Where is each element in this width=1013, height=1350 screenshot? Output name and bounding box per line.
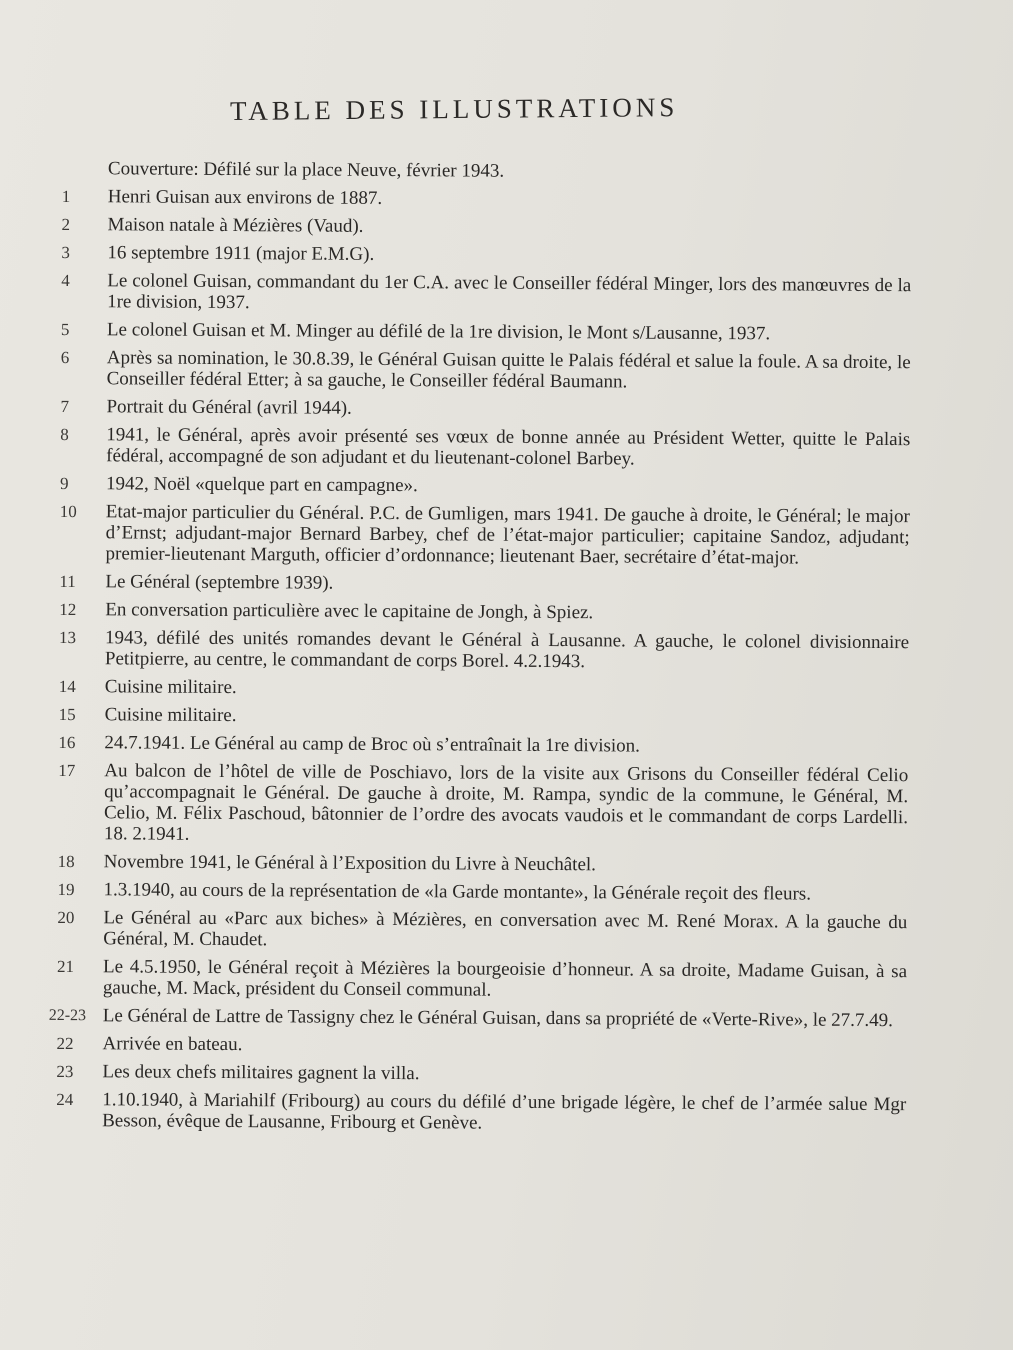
entry-number: 15 (58, 704, 76, 725)
entry-caption: 24.7.1941. Le Général au camp de Broc où s’entraînait la 1re division. (104, 732, 641, 757)
entry-caption: 1941, le Général, après avoir présenté ses vœux de bonne année au Président Wetter, quitte le Palais fédéral, accompagné de son adjudant et du lieutenant-colonel Barbey. (106, 424, 911, 470)
entry-number: 2 (61, 214, 71, 235)
entry-number: 24 (56, 1089, 74, 1110)
list-item (59, 704, 909, 730)
page-title: TABLE DES ILLUSTRATIONS (229, 92, 679, 126)
list-item (60, 424, 910, 471)
cover-entry (62, 158, 912, 184)
list-item (60, 473, 910, 499)
list-item (57, 907, 907, 954)
entry-caption: Le Général (septembre 1939). (105, 571, 334, 594)
entry-number: 16 (58, 732, 76, 753)
list-item (61, 347, 911, 394)
entry-caption: Le Général au «Parc aux biches» à Mézières, en conversation avec M. René Morax. A la gauche du Général, M. Chaudet. (103, 907, 908, 951)
entry-number: 5 (60, 319, 70, 340)
entry-caption: Maison natale à Mézières (Vaud). (107, 214, 364, 237)
entry-caption: Le Général de Lattre de Tassigny chez le Général Guisan, dans sa propriété de «Verte-Rive», le 27.7.49. (102, 1005, 894, 1032)
list-item (57, 1033, 907, 1059)
entry-caption: Arrivée en bateau. (102, 1033, 243, 1056)
list-item (62, 186, 912, 212)
entry-number: 22-23 (48, 1006, 87, 1025)
list-item (59, 599, 909, 625)
entry-caption: Les deux chefs militaires gagnent la villa. (102, 1061, 420, 1085)
entry-caption: Henri Guisan aux environs de 1887. (107, 186, 383, 209)
entry-caption: Cuisine militaire. (104, 676, 237, 699)
entry-number: 11 (59, 571, 76, 592)
entry-caption: Novembre 1941, le Général à l’Exposition du Livre à Neuchâtel. (103, 851, 597, 876)
entry-caption: En conversation particulière avec le capitaine de Jongh, à Spiez. (105, 599, 594, 624)
list-item (61, 242, 911, 268)
list-item (56, 1089, 906, 1136)
entry-caption: Le colonel Guisan et M. Minger au défilé de la 1re division, le Mont s/Lausanne, 1937. (106, 319, 771, 345)
entry-number: 19 (57, 879, 75, 900)
entry-number: 4 (61, 270, 70, 291)
list-item (58, 760, 908, 849)
illustration-list (48, 158, 912, 1143)
entry-number: 6 (60, 347, 70, 368)
entry-number: 10 (59, 501, 77, 522)
entry-number: 3 (61, 242, 70, 263)
entry-number: 23 (56, 1061, 74, 1082)
entry-number: 22 (56, 1033, 74, 1054)
list-item (57, 956, 907, 1003)
entry-number: 18 (57, 851, 75, 872)
entry-caption: 1942, Noël «quelque part en campagne». (105, 473, 418, 497)
list-item (60, 501, 910, 569)
entry-caption: 1.10.1940, à Mariahilf (Fribourg) au cours du défilé d’une brigade légère, le chef de l’armée salue Mgr Besson, évêque de Lausanne, Fribourg et Genève. (102, 1089, 907, 1134)
list-item (59, 571, 909, 597)
list-item (57, 879, 907, 905)
entry-number: 21 (57, 956, 75, 977)
entry-number: 8 (60, 424, 69, 445)
entry-number: 13 (59, 627, 77, 648)
entry-caption: Au balcon de l’hôtel de ville de Poschiavo, lors de la visite aux Grisons du Conseiller fédéral Celio qu’accompagnait le Général. De gauche à droite, M. Rampa, syndic de la commune, le Général, M. Celio, M. Félix Paschoud, bâtonnier de l’ordre des avocats vaudois et le commandant de corps Lardelli. 18. 2.1941. (103, 760, 909, 845)
entry-number: 7 (60, 396, 70, 417)
entry-number: 9 (59, 473, 69, 494)
entry-caption: Le 4.5.1950, le Général reçoit à Mézières la bourgeoisie d’honneur. A sa droite, Madame Guisan, à sa gauche, M. Mack, président du Conseil communal. (102, 956, 908, 1001)
entry-list (48, 186, 912, 1136)
entry-caption: Etat-major particulier du Général. P.C. de Gumligen, mars 1941. De gauche à droite, le Général; le major d’Ernst; adjudant-major Bernard Barbey, chef de l’état-major particulier; capitaine Sandoz, adjudant; premier-lieutenant Marguth, officier d’ordonnance; lieutenant Baer, secrétaire d’état-major. (105, 501, 910, 569)
entry-number: 1 (61, 186, 71, 207)
entry-number: 17 (58, 760, 76, 781)
list-item (59, 676, 909, 702)
list-item (61, 270, 911, 317)
entry-number: 12 (59, 599, 77, 620)
list-item (60, 396, 910, 422)
list-item (58, 851, 908, 877)
list-item (59, 627, 909, 674)
list-item (48, 1005, 907, 1032)
entry-caption: Après sa nomination, le 30.8.39, le Général Guisan quitte le Palais fédéral et salue la foule. A sa droite, le Conseiller fédéral Etter; à sa gauche, le Conseiller fédéral Baumann. (106, 347, 911, 393)
list-item (61, 319, 911, 345)
entry-caption: 1.3.1940, au cours de la représentation de «la Garde montante», la Générale reçoit des fleurs. (103, 879, 812, 905)
list-item (62, 214, 912, 240)
entry-caption: Le colonel Guisan, commandant du 1er C.A. avec le Conseiller fédéral Minger, lors des manœuvres de la 1re division, 1937. (107, 270, 912, 314)
list-item (56, 1061, 906, 1087)
entry-caption: Portrait du Général (avril 1944). (106, 396, 352, 419)
entry-number: 20 (57, 907, 75, 928)
entry-caption: 16 septembre 1911 (major E.M.G). (107, 242, 375, 265)
entry-caption: Cuisine militaire. (104, 704, 237, 727)
entry-number: 14 (58, 676, 76, 697)
entry-caption: 1943, défilé des unités romandes devant le Général à Lausanne. A gauche, le colonel divisionnaire Petitpierre, au centre, le commandant de corps Borel. 4.2.1943. (104, 627, 910, 673)
list-item (58, 732, 908, 758)
cover-caption: Couverture: Défilé sur la place Neuve, février 1943. (107, 158, 505, 182)
